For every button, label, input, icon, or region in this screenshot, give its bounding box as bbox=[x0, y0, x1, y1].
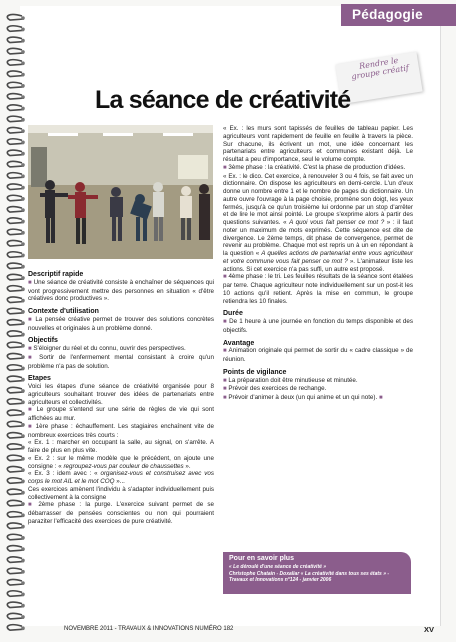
phase-1-text: phase : échauffement. Les stagiaires enchaînent vite de nombreux exercices très courts : bbox=[28, 422, 214, 439]
binding-hole bbox=[21, 513, 25, 517]
binding-hole bbox=[21, 299, 25, 303]
phase-4-num: 4ème bbox=[228, 273, 245, 281]
binding-hole bbox=[21, 559, 25, 563]
binding-hole bbox=[21, 107, 25, 111]
binding-hole bbox=[21, 480, 25, 484]
sticky-note-text: Rendre le groupe créatif bbox=[350, 55, 410, 81]
page-title: La séance de créativité bbox=[95, 86, 351, 114]
binding-hole bbox=[21, 446, 25, 450]
heading-duree: Durée bbox=[223, 310, 243, 318]
square-bullet-icon: ■ bbox=[223, 274, 227, 281]
binding-hole bbox=[21, 389, 25, 393]
square-bullet-icon: ■ bbox=[223, 395, 227, 401]
binding-hole bbox=[21, 400, 25, 404]
phase-2-text: phase : la purge. L'exercice suivant permet de se débarrasser de pensées conscientes ou non qui pourraient paraziter l'efficacité des exercices de pure créativité. bbox=[28, 501, 214, 525]
paragraph-descriptif bbox=[28, 279, 214, 303]
binding-hole bbox=[21, 242, 25, 246]
exercise-2-b: ». bbox=[183, 462, 191, 470]
binding-hole bbox=[21, 321, 25, 325]
objectif-1 bbox=[28, 345, 214, 354]
square-bullet-icon: ■ bbox=[378, 395, 383, 401]
footer-issue: NOVEMBRE 2011 - TRAVAUX & INNOVATIONS NUMÉRO 182 bbox=[64, 626, 234, 632]
binding-hole bbox=[21, 570, 25, 574]
binding-hole bbox=[21, 287, 25, 291]
binding-hole bbox=[21, 626, 25, 630]
binding-hole bbox=[21, 502, 25, 506]
binding-hole bbox=[21, 604, 25, 608]
binding-hole bbox=[21, 141, 25, 145]
binding-hole bbox=[21, 73, 25, 77]
paragraph-duree bbox=[223, 318, 413, 335]
square-bullet-icon: ■ bbox=[223, 386, 227, 393]
vigilance-2 bbox=[223, 385, 413, 394]
phase-3-num: 3ème bbox=[228, 163, 245, 171]
binding-hole bbox=[21, 16, 25, 20]
heading-vigilance: Points de vigilance bbox=[223, 368, 287, 376]
binding-hole bbox=[21, 220, 25, 224]
binding-hole bbox=[21, 61, 25, 65]
etape-groupe-text: Le groupe s'entend sur une série de règles de vie qui sont affichées au mur. bbox=[28, 406, 214, 422]
right-column bbox=[223, 125, 413, 403]
vigilance-1-text: La préparation doit être minutieuse et minutée. bbox=[228, 376, 358, 384]
binding-hole bbox=[21, 468, 25, 472]
phase-4 bbox=[223, 273, 413, 305]
section-tab: Pédagogie bbox=[341, 4, 456, 26]
binding-hole bbox=[21, 355, 25, 359]
binding-hole bbox=[21, 412, 25, 416]
binding-hole bbox=[21, 84, 25, 88]
objectif-2 bbox=[28, 354, 214, 371]
binding-hole bbox=[21, 197, 25, 201]
exercise-2-italic: regroupez-vous par couleur de chaussettes bbox=[63, 462, 184, 470]
spiral-binding-icon bbox=[0, 0, 26, 642]
binding-hole bbox=[21, 118, 25, 122]
paragraph-contexte bbox=[28, 316, 214, 333]
further-reading-lines bbox=[229, 564, 409, 584]
phase-4-text: phase : le tri. Les feuilles résultats de la séance sont étalées par terre. Chaque agriculteur note individuellement sur un post-it les 10 actions qu'il retient. Après la mise en commun, le groupe retiendra les 10 finales. bbox=[223, 273, 414, 305]
phase-3 bbox=[223, 164, 413, 173]
dico-c: ». L'animateur liste les actions. Si cet exercice n'a pas suffi, un autre est proposé. bbox=[223, 257, 413, 273]
binding-hole bbox=[21, 265, 25, 269]
binding-hole bbox=[21, 254, 25, 258]
binding-hole bbox=[21, 163, 25, 167]
heading-objectifs: Objectifs bbox=[28, 337, 58, 345]
exercise-2-a: « Ex. 2 : sur le même modèle que le précédent, on ajoute une consigne : « bbox=[28, 454, 214, 470]
binding-hole bbox=[21, 333, 25, 337]
square-bullet-icon: ■ bbox=[28, 502, 35, 509]
square-bullet-icon: ■ bbox=[28, 423, 33, 430]
heading-descriptif: Descriptif rapide bbox=[28, 271, 84, 278]
binding-hole bbox=[21, 547, 25, 551]
left-column bbox=[28, 271, 214, 526]
phase-1 bbox=[28, 423, 214, 440]
objectif-2-text: Sortir de l'enfermement mental consistant à croire qu'un problème n'a pas de solution. bbox=[28, 353, 214, 370]
contexte-text: La pensée créative permet de trouver des solutions concrètes nouvelles et originales à un problème donné. bbox=[28, 315, 214, 332]
square-bullet-icon: ■ bbox=[28, 354, 35, 361]
photo-image bbox=[28, 125, 213, 259]
binding-hole bbox=[21, 276, 25, 280]
page-number: XV bbox=[423, 625, 434, 634]
binding-hole bbox=[21, 50, 25, 54]
binding-hole bbox=[21, 174, 25, 178]
binding-hole bbox=[21, 152, 25, 156]
further-reading-line-3: Travaux et Innovations n°124 - janvier 2006 bbox=[229, 577, 332, 583]
binding-hole bbox=[21, 491, 25, 495]
avantage-text: Animation originale qui permet de sortir du « cadre classique » de réunion. bbox=[223, 347, 414, 363]
exercise-murs: « Ex. : les murs sont tapissés de feuilles de tableau papier. Les agriculteurs vont rapidement de feuille en feuille à travers la pièce. Sur chacune, ils écrivent un mot, une idée concernant les partenariats entre agriculteurs et communes existant déjà. Le résultat a peu d'importance, seul le volume compte. bbox=[223, 125, 413, 163]
binding-hole bbox=[21, 95, 25, 99]
vigilance-1 bbox=[223, 377, 413, 386]
photo-workshop bbox=[28, 125, 213, 259]
exercise-2 bbox=[28, 455, 214, 471]
binding-hole bbox=[21, 39, 25, 43]
phase-1-num: 1ère bbox=[35, 422, 49, 430]
square-bullet-icon: ■ bbox=[28, 279, 32, 286]
square-bullet-icon: ■ bbox=[223, 348, 227, 355]
exercise-3-a: « Ex. 3 : idem avec : « bbox=[28, 470, 101, 478]
binding-hole bbox=[21, 208, 25, 212]
binding-hole bbox=[21, 536, 25, 540]
square-bullet-icon: ■ bbox=[28, 346, 32, 352]
binding-hole bbox=[21, 525, 25, 529]
binding-hole bbox=[21, 457, 25, 461]
vigilance-3-text: Prévoir d'animer à deux (un qui anime et un qui note). bbox=[228, 394, 378, 401]
page-footer bbox=[64, 626, 434, 632]
binding-hole bbox=[21, 231, 25, 235]
exercise-3 bbox=[28, 470, 214, 486]
binding-hole bbox=[21, 423, 25, 427]
further-reading-line-2: Christophe Chatain - Doxaliar « La créativité dans tous ses états » - bbox=[229, 570, 390, 577]
heading-contexte: Contexte d'utilisation bbox=[28, 308, 99, 315]
binding-hole bbox=[21, 593, 25, 597]
square-bullet-icon: ■ bbox=[223, 164, 227, 171]
heading-avantage: Avantage bbox=[223, 339, 255, 347]
binding-hole bbox=[21, 615, 25, 619]
dico-b: » : il faut noter un maximum de mots exprimés. Cette séquence est dite de divergence. Le 2ème temps, dit phase de convergence, permet de revenir au problème. Chaque mot est repris un à un en répondant à la question « bbox=[223, 219, 413, 257]
etapes-intro: Voici les étapes d'une séance de créativité organisée pour 8 agriculteurs souhaitant trouver des idées de partenariats entre agriculteurs et collectivités. bbox=[28, 383, 214, 406]
square-bullet-icon: ■ bbox=[223, 319, 228, 325]
square-bullet-icon: ■ bbox=[28, 407, 34, 414]
binding-hole bbox=[21, 344, 25, 348]
objectif-1-text: S'éloigner du réel et du connu, ouvrir des perspectives. bbox=[33, 345, 186, 352]
exercises-summary: Ces exercices amènent l'individu à s'adapter individuellement puis collectivement à la consigne bbox=[28, 485, 214, 501]
binding-hole bbox=[21, 310, 25, 314]
square-bullet-icon: ■ bbox=[223, 377, 227, 384]
phase-2-num: 2ème bbox=[38, 501, 54, 509]
exercise-3-italic: organisez-vous et construisez avec vos corps le mot AIL et le mot COQ bbox=[28, 470, 214, 485]
binding-hole bbox=[21, 378, 25, 382]
binding-hole bbox=[21, 367, 25, 371]
paragraph-avantage bbox=[223, 347, 413, 364]
further-reading-title: Pour en savoir plus bbox=[229, 555, 294, 562]
binding-hole bbox=[21, 186, 25, 190]
further-reading-box bbox=[223, 552, 411, 594]
vigilance-2-text: Prévoir des exercices de rechange. bbox=[228, 385, 327, 393]
dico-italic-1: A quoi vous fait penser ce mot ? bbox=[289, 219, 385, 226]
duree-text: De 1 heure à une journée en fonction du temps disponible et des objectifs. bbox=[223, 318, 413, 334]
heading-etapes: Etapes bbox=[28, 375, 51, 383]
binding-hole bbox=[21, 28, 25, 32]
vigilance-3 bbox=[223, 394, 413, 403]
dico-italic-2: A quelles actions de partenariat entre vous agriculteur et votre commune vous fait penser ce mot ? bbox=[223, 250, 413, 265]
phase-2 bbox=[28, 501, 214, 525]
binding-hole bbox=[21, 581, 25, 585]
exercise-1: « Ex. 1 : marcher en occupant la salle, au signal, on s'arrête. A faire de plus en plus vite. bbox=[28, 439, 214, 454]
dico-a: « Ex. : le dico. Cet exercice, à renouveler 3 ou 4 fois, se fait avec un dictionnaire. On dispose les agriculteurs en demi-cercle. L'un d'eux donne un nombre entre 1 et le nombre de pages du dictionnaire. Un autre ouvre l'ouvrage à la page choisie, promène son doigt, les yeux fermés, jusqu'à ce qu'un troisième lui ordonne par un stop d'arrêter et de lire le mot ainsi pointé. Le groupe s'exprime alors à partir des questions suivantes. « bbox=[223, 172, 413, 226]
binding-hole bbox=[21, 129, 25, 133]
exercise-dico bbox=[223, 173, 413, 274]
exercise-3-b: »... bbox=[114, 478, 125, 485]
phase-3-text: phase : la créativité. C'est la phase de production d'idées. bbox=[244, 163, 406, 171]
square-bullet-icon: ■ bbox=[28, 316, 33, 323]
further-reading-line-1: « Le déroulé d'une séance de créativité » bbox=[229, 564, 327, 570]
binding-hole bbox=[21, 434, 25, 438]
descriptif-text: Une séance de créativité consiste à enchaîner de séquences qui vont progressivement mettre des personnes en situation « d'être créatives donc productives ». bbox=[28, 278, 214, 303]
etape-groupe bbox=[28, 406, 214, 423]
